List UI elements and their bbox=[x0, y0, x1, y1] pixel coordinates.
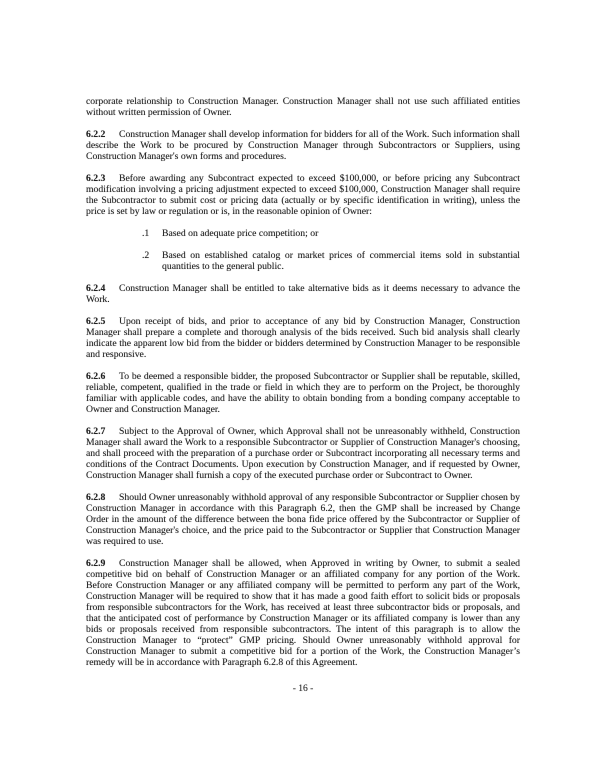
paragraph-6-2-6 bbox=[86, 371, 520, 415]
section-number: 6.2.3 bbox=[86, 173, 106, 184]
paragraph-6-2-4 bbox=[86, 283, 520, 305]
section-number: 6.2.8 bbox=[86, 492, 106, 503]
list-item-text: Based on established catalog or market prices of commercial items sold in substantial quantities to the general public. bbox=[162, 250, 520, 272]
page-number: - 16 - bbox=[292, 684, 314, 694]
paragraph-6-2-3 bbox=[86, 173, 520, 217]
paragraph-6-2-7 bbox=[86, 426, 520, 481]
list-item-1 bbox=[86, 228, 520, 239]
paragraph-text: Before awarding any Subcontract expected to exceed $100,000, or before pricing any Subcontract modification involving a pricing adjustment expected to exceed $100,000, Construction Manager shall require the Subcontractor to submit cost or pricing data (actually or by specific identification in writing), unless the price is set by law or regulation or is, in the reasonable opinion of Owner: bbox=[86, 173, 520, 217]
list-item-text: Based on adequate price competition; or bbox=[162, 228, 319, 239]
paragraph-text: To be deemed a responsible bidder, the proposed Subcontractor or Supplier shall be reputable, skilled, reliable, competent, qualified in the trade or field in which they are to perform on the Project, be thoroughly familiar with applicable codes, and have the ability to obtain bonding from a bonding company acceptable to Owner and Construction Manager. bbox=[86, 371, 520, 415]
section-number: 6.2.9 bbox=[86, 558, 106, 569]
list-item-2 bbox=[86, 250, 520, 272]
section-number: 6.2.4 bbox=[86, 283, 106, 294]
section-number: 6.2.2 bbox=[86, 129, 106, 140]
paragraph-text: Should Owner unreasonably withhold approval of any responsible Subcontractor or Supplier chosen by Construction Manager in accordance with this Paragraph 6.2, then the GMP shall be increased by Change Order in the amount of the difference between the bona fide price offered by the Subcontractor or Supplier of Construction Manager's choice, and the price paid to the Subcontractor or Supplier that Construction Manager was required to use. bbox=[86, 492, 520, 547]
list-marker: .1 bbox=[142, 228, 150, 239]
continuation-paragraph: corporate relationship to Construction Manager. Construction Manager shall not use such affiliated entities without written permission of Owner. bbox=[86, 96, 520, 118]
paragraph-text: Upon receipt of bids, and prior to acceptance of any bid by Construction Manager, Construction Manager shall prepare a complete and thorough analysis of the bids received. Such bid analysis shall clearly indicate the apparent low bid from the bidder or bidders determined by Construction Manager to be responsible and responsive. bbox=[86, 316, 520, 360]
section-number: 6.2.7 bbox=[86, 426, 106, 437]
section-number: 6.2.5 bbox=[86, 316, 106, 327]
paragraph-text: Construction Manager shall be entitled to take alternative bids as it deems necessary to advance the Work. bbox=[86, 283, 520, 305]
paragraph-text: Construction Manager shall be allowed, when Approved in writing by Owner, to submit a sealed competitive bid on behalf of Construction Manager or an affiliated company for any portion of the Work. Before Construction Manager or any affiliated company will be permitted to perform any part of the Work, Construction Manager will be required to show that it has made a good faith effort to solicit bids or proposals from responsible subcontractors for the Work, has received at least three subcontractor bids or proposals, and that the anticipated cost of performance by Construction Manager or its affiliated company is lower than any bids or proposals received from responsible subcontractors. The intent of this paragraph is to allow the Construction Manager to “protect” GMP pricing. Should Owner unreasonably withhold approval for Construction Manager to submit a competitive bid for a portion of the Work, the Construction Manager’s remedy will be in accordance with Paragraph 6.2.8 of this Agreement. bbox=[86, 558, 520, 668]
paragraph-text: Construction Manager shall develop information for bidders for all of the Work. Such information shall describe the Work to be procured by Construction Manager through Subcontractors or Suppliers, using Construction Manager's own forms and procedures. bbox=[86, 129, 520, 162]
contract-text-block bbox=[86, 96, 520, 679]
paragraph-text: Subject to the Approval of Owner, which Approval shall not be unreasonably withheld, Construction Manager shall award the Work to a responsible Subcontractor or Supplier of Construction Manager's choosing, and shall proceed with the preparation of a purchase order or Subcontract incorporating all necessary terms and conditions of the Contract Documents. Upon execution by Construction Manager, and if requested by Owner, Construction Manager shall furnish a copy of the executed purchase order or Subcontract to Owner. bbox=[86, 426, 520, 481]
paragraph-6-2-9 bbox=[86, 558, 520, 668]
section-number: 6.2.6 bbox=[86, 371, 106, 382]
paragraph-6-2-5 bbox=[86, 316, 520, 360]
list-marker: .2 bbox=[142, 250, 150, 261]
paragraph-6-2-2 bbox=[86, 129, 520, 162]
paragraph-6-2-8 bbox=[86, 492, 520, 547]
